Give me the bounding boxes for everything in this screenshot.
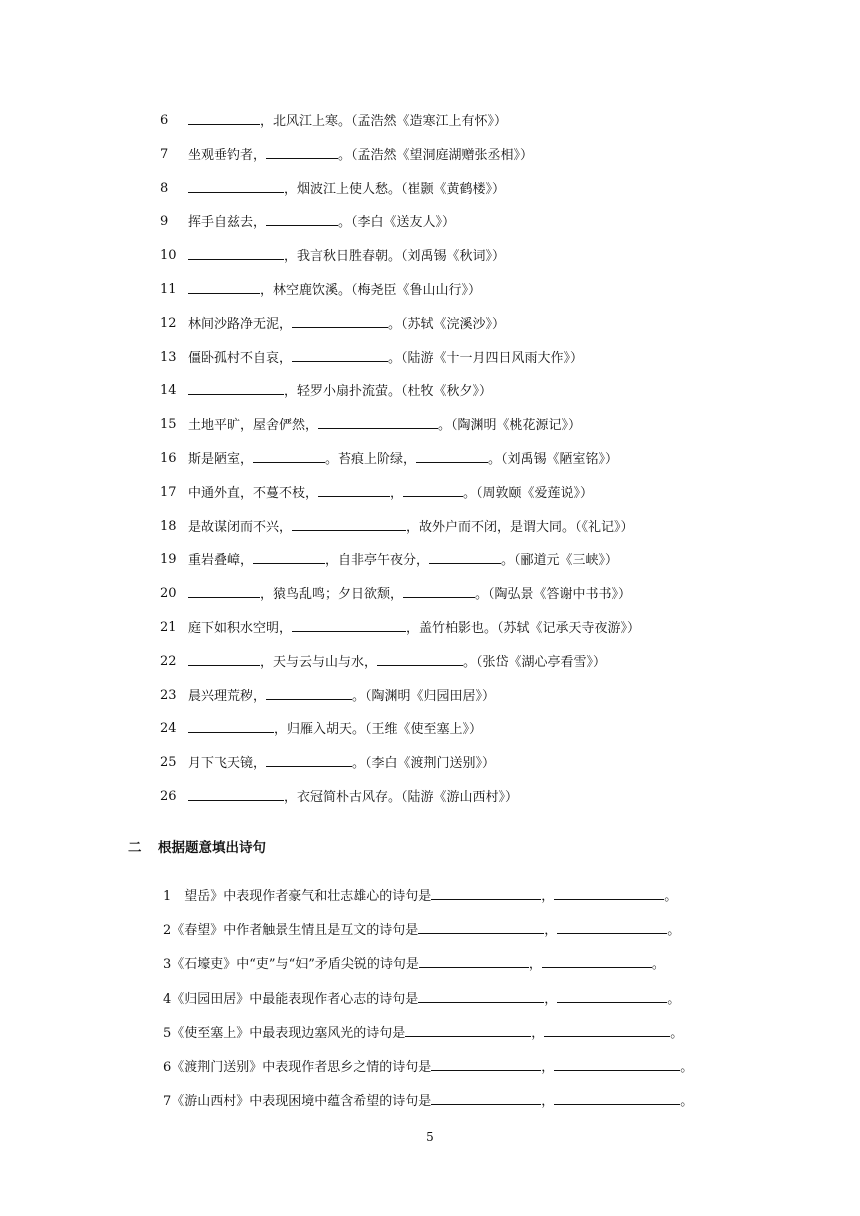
item-text (188, 415, 581, 436)
item-text (188, 145, 533, 166)
answer-blank[interactable] (542, 954, 652, 968)
item-text (188, 348, 583, 369)
text-segment: 。（陆游《十一月四日风雨大作》） (388, 350, 584, 366)
comma: ， (541, 1060, 555, 1075)
text-segment: 坐观垂钓者， (188, 147, 267, 163)
answer-blank[interactable] (266, 686, 352, 700)
comma: ， (544, 991, 558, 1007)
item-number: 19 (160, 552, 177, 568)
text-segment: 。（陶弘景《答谢中书书》） (475, 587, 632, 603)
answer-blank[interactable] (292, 618, 406, 632)
answer-blank[interactable] (188, 787, 284, 801)
item-text (188, 246, 505, 267)
period: 。 (680, 1094, 694, 1110)
item-number: 23 (160, 687, 177, 703)
text-segment: ，北风江上寒。（孟浩然《造寒江上有怀》） (260, 114, 508, 129)
question-text: 2《春望》中作者触景生情且是互文的诗句是 (163, 923, 419, 939)
comma: ， (541, 889, 555, 904)
text-segment: 月下飞天镜， (188, 756, 267, 772)
answer-blank[interactable] (318, 415, 438, 429)
text-segment: 。（刘禹锡《陋室铭》） (488, 452, 619, 467)
item-number: 6 (160, 113, 169, 128)
item-text (188, 212, 455, 233)
item-number: 17 (160, 484, 177, 500)
text-segment: ，轻罗小扇扑流萤。（杜牧《秋夕》） (284, 384, 493, 400)
answer-blank[interactable] (416, 449, 488, 463)
item-number: 7 (160, 146, 169, 162)
answer-blank[interactable] (431, 1091, 541, 1105)
comma: ， (528, 957, 542, 973)
text-segment: 。（李白《送友人》） (338, 215, 456, 231)
answer-blank[interactable] (554, 1057, 680, 1071)
text-segment: ，自非亭午夜分， (325, 553, 430, 569)
answer-blank[interactable] (292, 314, 388, 328)
text-segment: ，衣冠简朴古风存。（陆游《游山西村》） (284, 790, 519, 805)
item-number: 15 (160, 417, 177, 433)
text-segment: 僵卧孤村不自哀， (188, 350, 293, 366)
answer-blank[interactable] (405, 1023, 531, 1037)
text-segment: ， (390, 485, 404, 501)
answer-blank[interactable] (557, 989, 667, 1003)
text-segment: 土地平旷，屋舍俨然， (188, 418, 319, 434)
item-number: 26 (160, 789, 177, 804)
answer-blank[interactable] (188, 179, 284, 193)
answer-blank[interactable] (418, 989, 544, 1003)
text-segment: ，林空鹿饮溪。（梅尧臣《鲁山山行》） (260, 283, 482, 298)
question-item (163, 954, 665, 975)
question-text: 6《渡荆门送别》中表现作者思乡之情的诗句是 (163, 1060, 432, 1075)
item-number: 20 (160, 586, 177, 602)
question-text: 3《石壕吏》中“吏”与“妇”矛盾尖锐的诗句是 (163, 957, 419, 973)
answer-blank[interactable] (554, 1091, 680, 1105)
item-text (188, 550, 618, 571)
question-item (163, 1023, 683, 1044)
text-segment: 。苔痕上阶绿， (325, 452, 417, 467)
answer-blank[interactable] (188, 719, 274, 733)
answer-blank[interactable] (403, 483, 463, 497)
section-number: 二 (128, 840, 142, 856)
item-number: 14 (160, 383, 177, 399)
text-segment: 。（陶渊明《桃花源记》） (438, 418, 582, 434)
text-segment: ，天与云与山与水， (260, 654, 378, 670)
item-number: 25 (160, 755, 177, 771)
period: 。 (667, 923, 681, 939)
text-segment: 晨兴理荒秽， (188, 688, 267, 704)
comma: ， (531, 1025, 545, 1041)
text-segment: ，我言秋日胜春朝。（刘禹锡《秋词》） (284, 249, 506, 265)
answer-blank[interactable] (429, 550, 501, 564)
text-segment: ，故外户而不闭，是谓大同。（《礼记》） (406, 519, 634, 535)
answer-blank[interactable] (318, 483, 390, 497)
question-item (163, 1057, 693, 1078)
section-heading (128, 836, 266, 856)
answer-blank[interactable] (419, 954, 529, 968)
text-segment: 重岩叠嶂， (188, 553, 254, 569)
answer-blank[interactable] (188, 246, 284, 260)
answer-blank[interactable] (188, 652, 260, 666)
item-number: 16 (160, 451, 177, 466)
answer-blank[interactable] (431, 1057, 541, 1071)
text-segment: ，归雁入胡天。（王维《使至塞上》） (274, 722, 483, 738)
item-text (188, 787, 518, 808)
text-segment: 中通外直，不蔓不枝， (188, 485, 319, 501)
item-number: 8 (160, 180, 169, 196)
item-number: 13 (160, 349, 177, 365)
item-text (188, 719, 482, 740)
question-text: 5《使至塞上》中最表现边塞风光的诗句是 (163, 1025, 406, 1041)
item-text (188, 584, 631, 605)
text-segment: 斯是陋室， (188, 452, 254, 467)
item-number: 10 (160, 248, 177, 264)
item-text (188, 280, 481, 301)
answer-blank[interactable] (431, 886, 541, 900)
answer-blank[interactable] (188, 111, 260, 125)
text-segment: 。（张岱《湖心亭看雪》） (463, 654, 607, 670)
answer-blank[interactable] (188, 280, 260, 294)
text-segment: 庭下如积水空明， (188, 621, 293, 636)
question-text: 4《归园田居》中最能表现作者心志的诗句是 (163, 991, 419, 1007)
item-text (188, 686, 495, 707)
comma: ， (541, 1094, 555, 1110)
answer-blank[interactable] (266, 753, 352, 767)
answer-blank[interactable] (292, 348, 388, 362)
answer-blank[interactable] (418, 920, 544, 934)
answer-blank[interactable] (292, 517, 406, 531)
text-segment: 。（李白《渡荆门送别》） (352, 756, 496, 772)
period: 。 (680, 1060, 694, 1075)
text-segment: 。（苏轼《浣溪沙》） (388, 316, 506, 332)
item-number: 24 (160, 721, 177, 737)
period: 。 (670, 1025, 684, 1041)
item-text (188, 111, 507, 132)
item-text (188, 652, 606, 673)
page-number: 5 (426, 1130, 434, 1144)
question-text: 1 望岳》中表现作者豪气和壮志雄心的诗句是 (163, 889, 432, 904)
item-text (188, 449, 618, 470)
period: 。 (667, 991, 681, 1007)
item-number: 12 (160, 315, 177, 331)
question-text: 7《游山西村》中表现困境中蕴含希望的诗句是 (163, 1094, 432, 1110)
section-title: 根据题意填出诗句 (158, 840, 266, 856)
item-number: 9 (160, 214, 169, 230)
text-segment: 。（陶渊明《归园田居》） (352, 688, 496, 704)
item-text (188, 483, 593, 504)
answer-blank[interactable] (377, 652, 463, 666)
item-text (188, 517, 634, 538)
item-text (188, 753, 495, 774)
item-text (188, 381, 492, 402)
text-segment: 挥手自兹去， (188, 215, 267, 231)
text-segment: 。（周敦颐《爱莲说》） (463, 485, 594, 501)
text-segment: ，猿鸟乱鸣；夕日欲颓， (260, 587, 404, 603)
item-text (188, 179, 505, 200)
item-number: 22 (160, 653, 177, 669)
question-item (163, 1091, 693, 1112)
text-segment: 。（郦道元《三峡》） (501, 553, 619, 569)
answer-blank[interactable] (253, 550, 325, 564)
period: 。 (651, 957, 665, 973)
question-item (163, 886, 677, 907)
answer-blank[interactable] (188, 381, 284, 395)
text-segment: 林间沙路净无泥， (188, 316, 293, 332)
item-number: 21 (160, 620, 177, 635)
text-segment: 。（孟浩然《望洞庭湖赠张丞相》） (338, 147, 534, 163)
text-segment: 是故谋闭而不兴， (188, 519, 293, 535)
question-item (163, 920, 680, 941)
answer-blank[interactable] (554, 886, 664, 900)
text-segment: ，盖竹柏影也。（苏轼《记承天寺夜游》） (406, 621, 641, 636)
comma: ， (544, 923, 558, 939)
item-number: 11 (160, 282, 177, 297)
item-text (188, 314, 505, 335)
item-text (188, 618, 640, 639)
answer-blank[interactable] (266, 145, 338, 159)
answer-blank[interactable] (266, 212, 338, 226)
answer-blank[interactable] (544, 1023, 670, 1037)
period: 。 (664, 889, 678, 904)
question-item (163, 989, 680, 1010)
item-number: 18 (160, 518, 177, 534)
answer-blank[interactable] (188, 584, 260, 598)
answer-blank[interactable] (557, 920, 667, 934)
answer-blank[interactable] (403, 584, 475, 598)
answer-blank[interactable] (253, 449, 325, 463)
text-segment: ，烟波江上使人愁。（崔颢《黄鹤楼》） (284, 181, 506, 197)
